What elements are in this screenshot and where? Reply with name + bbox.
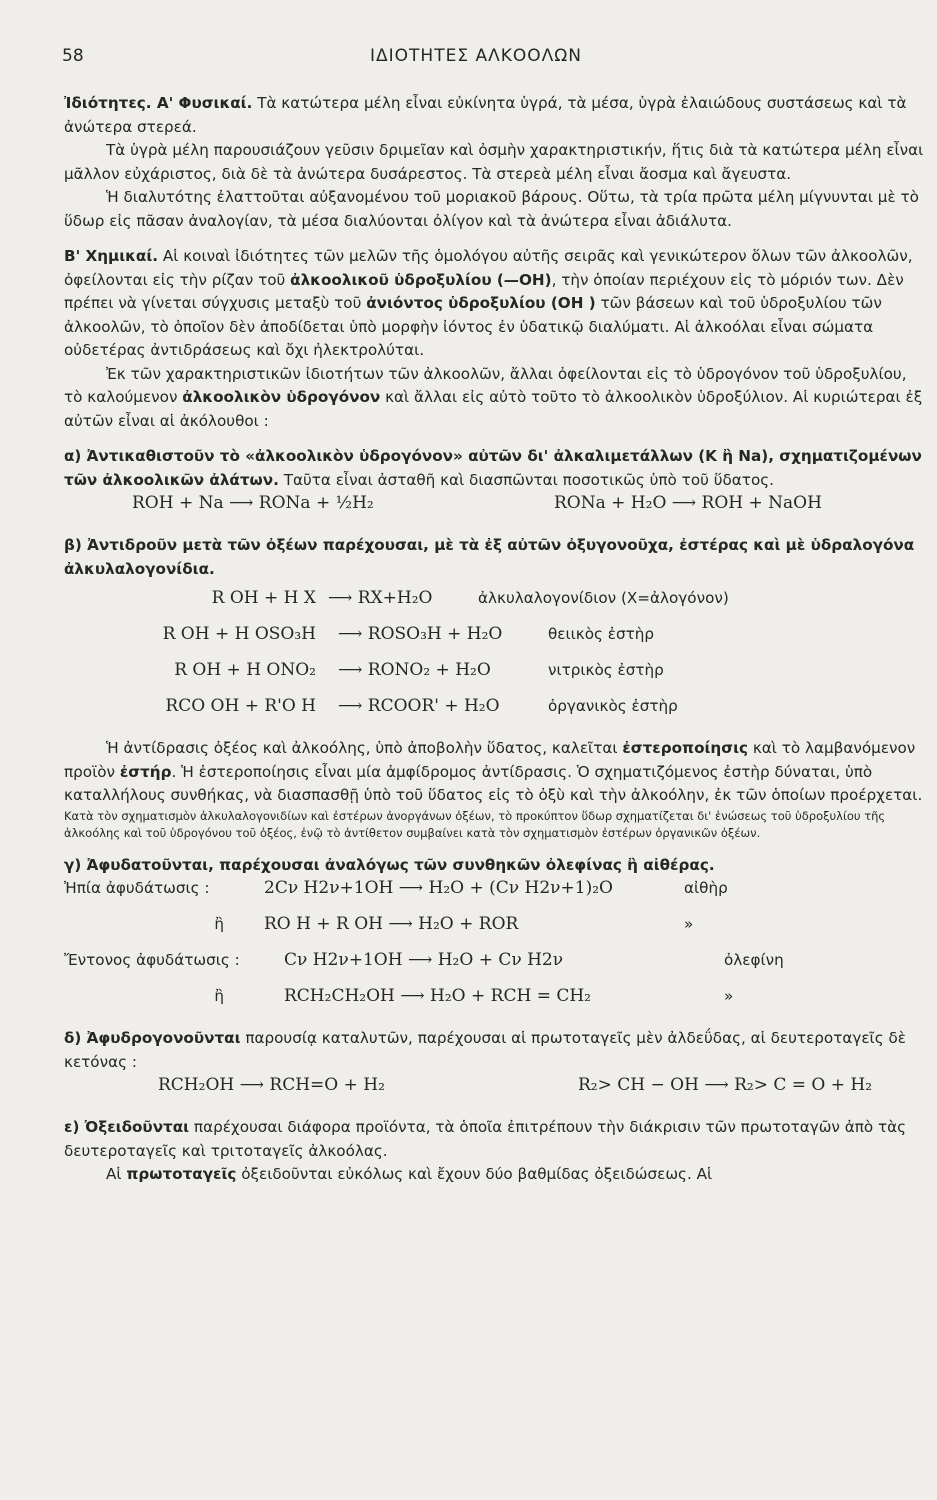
beta-reaction-lhs: R OH + H X [211,588,316,608]
alpha-equations [64,492,924,528]
gamma-reaction: 2Cν H2ν+1OH ⟶ H₂O + (Cν H2ν+1)₂O [264,878,613,898]
esterification-note: Κατὰ τὸν σχηματισμὸν ἀλκυλαλογονιδίων καὶ ἐστέρων ἀνοργάνων ὀξέων, τὸ προκύπτον ὕδωρ σχηματίζεται δι' ἑνώσεως τοῦ ὑδροξυλίου τῆς ἀλκοόλης καὶ τοῦ ὑδρογόνου τοῦ ὀξέος, ἐνῷ τὸ ἀντίθετον συμβαίνει κατὰ τὸν σχηματισμὸν ἐστέρων ὀργανικῶν ὀξέων. [64,808,886,840]
chemical-paragraph-1: Β' Χημικαί. Αἱ κοιναὶ ἰδιότητες τῶν μελῶν τῆς ὁμολόγου αὐτῆς σειρᾶς καὶ γενικώτερον ὅλων τῶν ἀλκοολῶν, ὀφείλονται εἰς τὴν ρίζαν τοῦ ἀλκοολικοῦ ὑδροξυλίου (—ΟΗ), τὴν ὁποίαν περιέχουν εἰς τὸ μόριόν των. Δὲν πρέπει νὰ γίνεται σύγχυσις μεταξὺ τοῦ ἀνιόντος ὑδροξυλίου (ΟΗ ) τῶν βάσεων καὶ τοῦ ὑδροξυλίου τῶν ἀλκοολῶν, τὸ ὁποῖον δὲν ἀποδίδεται ὑπὸ μορφὴν ἰόντος ἐν ὑδατικῷ διαλύματι. Αἱ ἀλκοόλαι εἶναι σώματα οὐδετέρας ἀντιδράσεως καὶ ὄχι ἠλεκτρολύται. [64,247,913,359]
gamma-reaction: RCH₂CH₂OH ⟶ H₂O + RCH = CH₂ [284,986,591,1006]
delta-equation-2: R₂> CH − OH ⟶ R₂> C = O + H₂ [578,1075,873,1095]
delta-paragraph: δ) Ἀφυδρογονοῦνται παρουσίᾳ καταλυτῶν, παρέχουσαι αἱ πρωτοταγεῖς μὲν ἀλδεΰδας, αἱ δευτεροταγεῖς δὲ κετόνας : [64,1029,906,1071]
beta-paragraph [64,534,924,581]
epsilon-paragraph: ε) Ὀξειδοῦνται παρέχουσαι διάφορα προϊόντα, τὰ ὁποῖα ἐπιτρέπουν τὴν διάκρισιν τῶν πρωτοταγῶν ἀπὸ τὰς δευτεροταγεῖς καὶ τριτοταγεῖς ἀλκοόλας. [64,1118,907,1160]
beta-reaction-label: ὀργανικὸς ἐστὴρ [548,697,678,715]
primary-alcohols-paragraph: Αἱ πρωτοταγεῖς ὀξειδοῦνται εὐκόλως καὶ ἔχουν δύο βαθμίδας ὀξειδώσεως. Αἱ [106,1165,713,1183]
alcoholic-hydrogen-term: ἀλκοολικὸν ὑδρογόνον [182,388,381,406]
beta-reaction-lhs: R OH + H ONO₂ [174,660,316,680]
alpha-equation-1: ROH + Na ⟶ RONa + ½H₂ [132,493,374,513]
esterification-paragraph: Ἡ ἀντίδρασις ὀξέος καὶ ἀλκοόλης, ὑπὸ ἀποβολὴν ὕδατος, καλεῖται ἐστεροποίησις καὶ τὸ λαμβανόμενον προϊὸν ἐστήρ. Ἡ ἐστεροποίησις εἶναι μία ἀμφίδρομος ἀντίδρασις. Ὁ σχηματιζόμενος ἐστὴρ δύναται, ὑπὸ καταλλήλους συνθήκας, νὰ διασπασθῇ ὑπὸ τοῦ ὕδατος εἰς τὸ ὀξὺ καὶ τὴν ἀλκοόλην, ἐκ τῶν ὁποίων προέρχεται. [64,739,923,804]
beta-reaction-lhs: RCO OH + R'O H [165,696,316,716]
gamma-reaction-result: αἰθὴρ [684,879,728,897]
alpha-lead: α) Ἀντικαθιστοῦν τὸ «ἀλκοολικὸν ὑδρογόνον» αὐτῶν δι' ἀλκαλιμετάλλων (Κ ἢ Νa), σχηματιζομένων τῶν ἀλκοολικῶν ἀλάτων. [64,447,922,489]
gamma-reaction: Cν H2ν+1OH ⟶ H₂O + Cν H2ν [284,950,564,970]
gamma-reaction-label: Ἠπία ἀφυδάτωσις : [64,879,210,897]
alpha-paragraph: α) Ἀντικαθιστοῦν τὸ «ἀλκοολικὸν ὑδρογόνον» αὐτῶν δι' ἀλκαλιμετάλλων (Κ ἢ Νa), σχηματιζομένων τῶν ἀλκοολικῶν ἀλάτων. Ταῦτα εἶναι ἀσταθῆ καὶ διασπῶνται ποσοτικῶς ὑπὸ τοῦ ὕδατος. [64,447,922,489]
ester-term: ἐστήρ [119,762,172,781]
gamma-reaction: RO H + R OH ⟶ H₂O + ROR [264,914,519,934]
gamma-paragraph [64,854,924,878]
beta-reaction-label: νιτρικὸς ἐστὴρ [548,661,664,679]
beta-reaction-label: ἀλκυλαλογονίδιον (X=ἀλογόνον) [478,589,729,607]
epsilon-lead: ε) Ὀξειδοῦνται [64,1118,190,1136]
beta-reaction-rhs: ⟶ RCOOR' + H₂O [338,696,500,716]
gamma-reaction-result: ὀλεφίνη [724,951,784,969]
gamma-reaction-result: » [684,915,694,933]
page-body [64,92,924,1187]
delta-equation-1: RCH₂OH ⟶ RCH=O + H₂ [158,1075,385,1095]
beta-reaction-label: θειικὸς ἐστὴρ [548,625,655,643]
hydroxide-anion-term: ἀνιόντος ὑδροξυλίου (ΟΗ ) [366,294,596,312]
beta-lead: β) Ἀντιδροῦν μετὰ τῶν ὀξέων παρέχουσαι, μὲ τὰ ἐξ αὐτῶν ὀξυγονοῦχα, ἐστέρας καὶ μὲ ὑδραλογόνα ἀλκυλαλογονίδια. [64,536,915,578]
gamma-reaction-label: Ἔντονος ἀφυδάτωσις : [64,951,240,969]
gamma-lead: γ) Ἀφυδατοῦνται, παρέχουσαι ἀναλόγως τῶν συνθηκῶν ὀλεφίνας ἢ αἰθέρας. [64,855,715,874]
running-title: ΙΔΙΟΤΗΤΕΣ ΑΛΚΟΟΛΩΝ [370,46,582,66]
beta-reaction-rhs: ⟶ RX+H₂O [328,588,433,608]
physical-paragraph-2: Τὰ ὑγρὰ μέλη παρουσιάζουν γεῦσιν δριμεῖαν καὶ ὀσμὴν χαρακτηριστικήν, ἥτις διὰ τὰ κατώτερα μέλη εἶναι μᾶλλον εὐχάριστος, διὰ δὲ τὰ ἀνώτερα δυσάρεστος. Τὰ στερεὰ μέλη εἶναι ἄοσμα καὶ ἄγευστα. [64,141,924,183]
gamma-reaction-label: ἢ [214,915,224,933]
gamma-reaction-row [64,985,924,1021]
gamma-reaction-result: » [724,987,734,1005]
beta-reaction-rhs: ⟶ RONO₂ + H₂O [338,660,491,680]
gamma-reaction-row [64,877,924,913]
delta-lead: δ) Ἀφυδρογονοῦνται [64,1029,241,1047]
gamma-reaction-row [64,913,924,949]
gamma-reaction-row [64,949,924,985]
page-number: 58 [62,46,84,66]
chemical-paragraph-2: Ἐκ τῶν χαρακτηριστικῶν ἰδιοτήτων τῶν ἀλκοολῶν, ἄλλαι ὀφείλονται εἰς τὸ ὑδρογόνον τοῦ ὑδροξυλίου, τὸ καλούμενον ἀλκοολικὸν ὑδρογόνον καὶ ἄλλαι εἰς αὐτὸ τοῦτο τὸ ἀλκοολικὸν ὑδροξύλιον. Αἱ κυριώτεραι ἐξ αὐτῶν εἶναι αἱ ἀκόλουθοι : [64,364,923,430]
delta-equations [64,1074,924,1110]
physical-text-1: Τὰ κατώτερα μέλη εἶναι εὐκίνητα ὑγρά, τὰ μέσα, ὑγρὰ ἐλαιώδους συστάσεως καὶ τὰ ἀνώτερα στερεά. [64,94,907,136]
physical-paragraph-1 [64,92,924,139]
beta-reaction-row [64,587,924,623]
esterification-term: ἐστεροποίησις [622,739,748,757]
beta-reaction-row [64,695,924,731]
beta-reaction-lhs: R OH + H OSO₃H [162,624,316,644]
physical-paragraph-3: Ἡ διαλυτότης ἐλαττοῦται αὐξανομένου τοῦ μοριακοῦ βάρους. Οὕτω, τὰ τρία πρῶτα μέλη μίγνυνται μὲ τὸ ὕδωρ εἰς πᾶσαν ἀναλογίαν, τὰ μέσα διαλύονται ὀλίγον καὶ τὰ ἀνώτερα εἶναι ἀδιάλυτα. [64,188,919,230]
alcoholic-hydroxyl-term: ἀλκοολικοῦ ὑδροξυλίου (—ΟΗ) [290,270,552,289]
beta-reaction-row [64,623,924,659]
beta-reaction-row [64,659,924,695]
chemical-heading: Β' Χημικαί. [64,247,159,265]
physical-heading: Ἰδιότητες. Α' Φυσικαί. [64,94,253,112]
gamma-reaction-label: ἢ [214,987,224,1005]
primary-term: πρωτοταγεῖς [126,1165,237,1183]
alpha-equation-2: RONa + H₂O ⟶ ROH + NaOH [554,493,822,513]
beta-reaction-rhs: ⟶ ROSO₃H + H₂O [338,624,503,644]
